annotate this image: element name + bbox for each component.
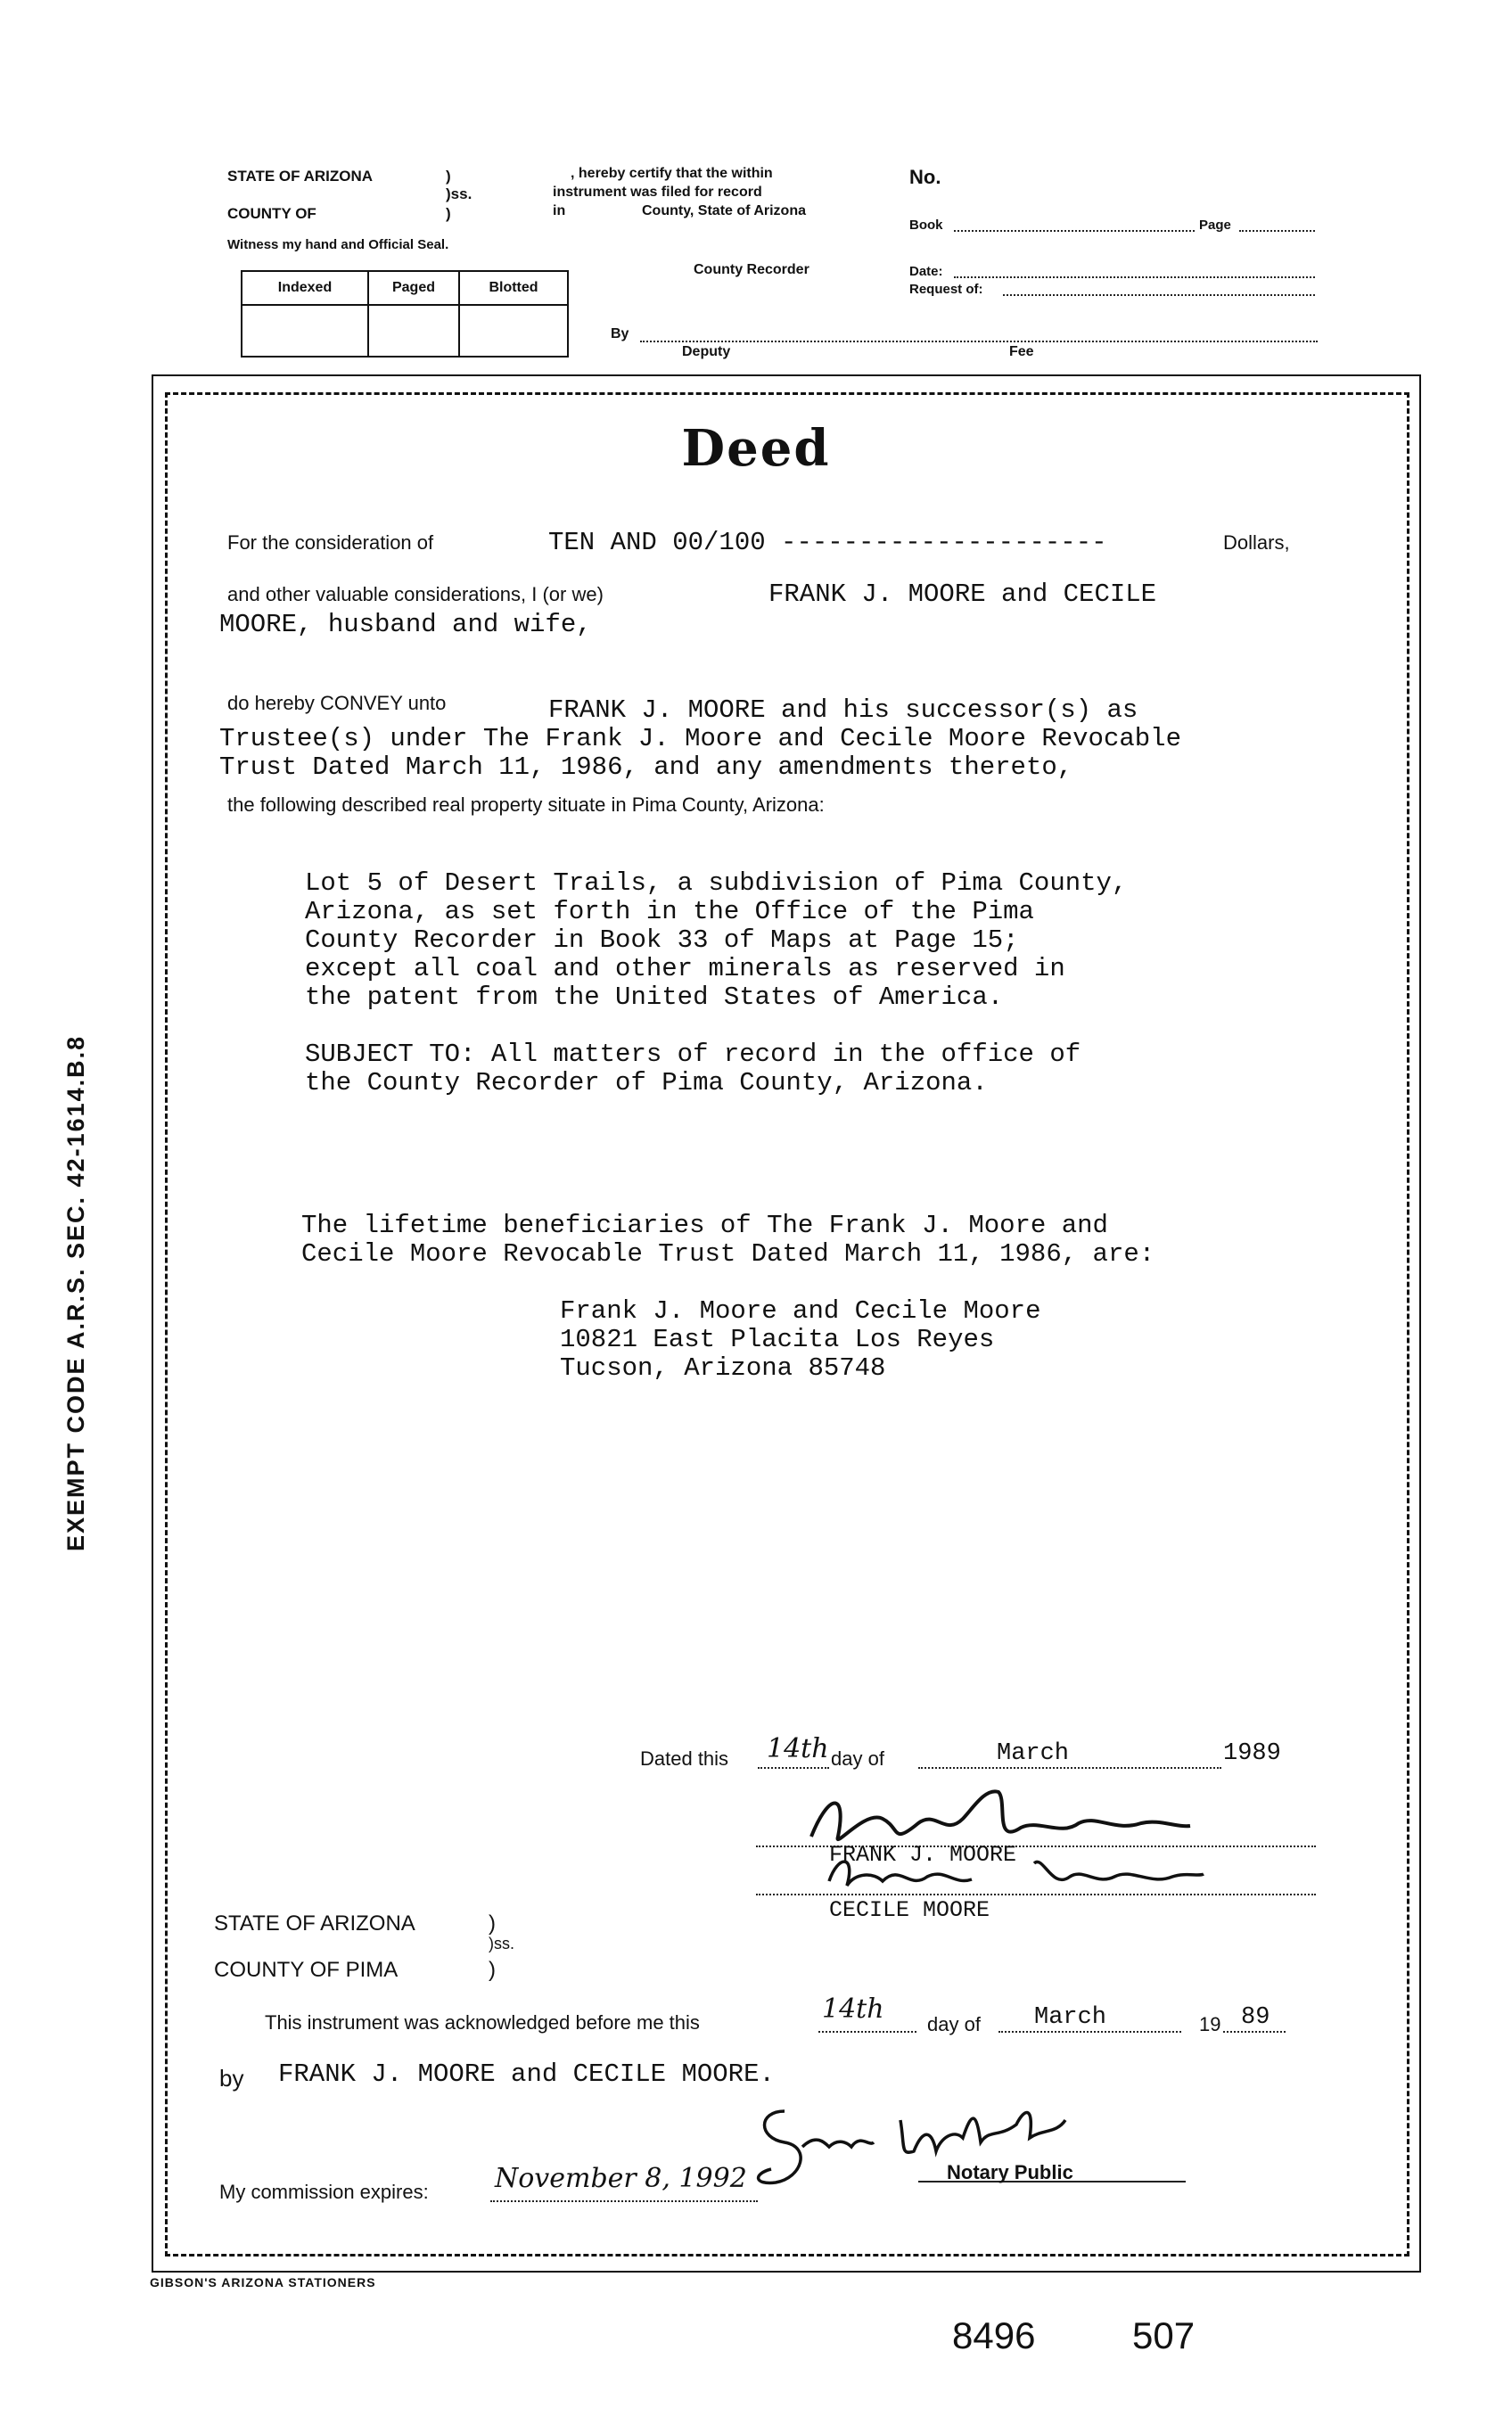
paged-cell	[368, 305, 459, 357]
ack-state-label: STATE OF ARIZONA	[214, 1911, 415, 1936]
legal-line-3: County Recorder in Book 33 of Maps at Page 15;	[305, 925, 1019, 955]
commission-label: My commission expires:	[219, 2181, 429, 2203]
date-label: Date:	[909, 264, 943, 279]
request-label: Request of:	[909, 282, 983, 297]
ack-county-bracket: )	[489, 1958, 496, 1982]
county-recorder-label: County Recorder	[694, 262, 809, 277]
signature-line-2	[756, 1894, 1316, 1895]
by-line	[640, 341, 1318, 342]
ack-county-label: COUNTY OF PIMA	[214, 1958, 399, 1982]
ack-year-suffix: 89	[1241, 2004, 1270, 2031]
other-considerations-prefix: and other valuable considerations, I (or we)	[227, 583, 604, 605]
county-label: COUNTY OF	[227, 205, 316, 222]
commission-line	[490, 2200, 758, 2202]
legal-line-4: except all coal and other minerals as reserved in	[305, 954, 1065, 983]
address-line-2: 10821 East Placita Los Reyes	[560, 1325, 995, 1354]
deputy-label: Deputy	[682, 344, 731, 359]
dated-day-line	[758, 1767, 829, 1769]
grantors-line-1: FRANK J. MOORE and CECILE	[768, 580, 1157, 609]
ack-by-prefix: by	[219, 2065, 244, 2092]
dollars-label: Dollars,	[1223, 531, 1290, 554]
dated-month-line	[918, 1767, 1221, 1769]
dated-prefix: Dated this	[640, 1747, 729, 1770]
indexed-cell	[242, 305, 368, 357]
grantee-line-1: FRANK J. MOORE and his successor(s) as	[548, 695, 1138, 725]
grantors-line-2: MOORE, husband and wife,	[219, 610, 592, 639]
legal-line-5: the patent from the United States of America.	[305, 982, 1004, 1012]
ack-ss-label: )ss.	[489, 1935, 514, 1952]
consideration-prefix: For the consideration of	[227, 531, 434, 554]
notary-public-label: Notary Public	[947, 2161, 1073, 2183]
printer-name: GIBSON'S ARIZONA STATIONERS	[150, 2275, 376, 2289]
grantee-line-2: Trustee(s) under The Frank J. Moore and Cecile Moore Revocable	[219, 724, 1181, 753]
address-line-3: Tucson, Arizona 85748	[560, 1353, 886, 1383]
certify-line-2: instrument was filed for record	[553, 185, 762, 200]
convey-prefix: do hereby CONVEY unto	[227, 692, 447, 714]
page-label: Page	[1199, 218, 1231, 233]
deed-title: Deed	[681, 419, 831, 478]
beneficiary-line-1: The lifetime beneficiaries of The Frank J. Moore and	[301, 1211, 1108, 1240]
ack-year-prefix: 19	[1199, 2013, 1221, 2035]
indexed-header: Indexed	[242, 271, 368, 305]
address-line-1: Frank J. Moore and Cecile Moore	[560, 1296, 1041, 1326]
dated-year-value: 1989	[1223, 1740, 1281, 1767]
ss-label: )ss.	[446, 185, 472, 202]
witness-line: Witness my hand and Official Seal.	[227, 237, 449, 252]
fee-label: Fee	[1009, 344, 1034, 359]
ack-prefix: This instrument was acknowledged before me this	[265, 2011, 700, 2034]
certify-line-3-in: in	[553, 203, 566, 218]
grantor-2-name: CECILE MOORE	[829, 1897, 990, 1923]
doc-number-left: 8496	[952, 2314, 1036, 2356]
legal-line-2: Arizona, as set forth in the Office of the Pima	[305, 897, 1034, 926]
ack-month-line	[998, 2031, 1181, 2033]
index-table	[241, 270, 569, 358]
ack-state-bracket: )	[489, 1911, 496, 1936]
ack-month-value: March	[1034, 2004, 1107, 2031]
by-label: By	[611, 326, 629, 341]
state-label: STATE OF ARIZONA	[227, 168, 374, 185]
ack-year-line	[1223, 2031, 1286, 2033]
exempt-code-side-text: EXEMPT CODE A.R.S. SEC. 42-1614.B.8	[62, 1034, 89, 1551]
blotted-cell	[459, 305, 568, 357]
legal-line-1: Lot 5 of Desert Trails, a subdivision of Pima County,	[305, 868, 1128, 898]
certify-line-1: , hereby certify that the within	[571, 166, 773, 181]
doc-number-right: 507	[1132, 2314, 1196, 2356]
subject-line-1: SUBJECT TO: All matters of record in the office of	[305, 1040, 1081, 1069]
county-bracket: )	[446, 205, 451, 222]
paged-header: Paged	[368, 271, 459, 305]
beneficiary-line-2: Cecile Moore Revocable Trust Dated March 11, 1986, are:	[301, 1239, 1155, 1269]
state-bracket: )	[446, 168, 451, 185]
request-line	[1003, 294, 1315, 296]
page-line	[1239, 230, 1315, 232]
book-label: Book	[909, 218, 943, 233]
property-intro: the following described real property situate in Pima County, Arizona:	[227, 793, 825, 816]
grantee-line-3: Trust Dated March 11, 1986, and any amendments thereto,	[219, 752, 1073, 782]
subject-line-2: the County Recorder of Pima County, Arizona.	[305, 1068, 988, 1097]
dated-day-of: day of	[831, 1747, 884, 1770]
ack-day-line	[818, 2031, 916, 2033]
blotted-header: Blotted	[459, 271, 568, 305]
ack-by-names: FRANK J. MOORE and CECILE MOORE.	[278, 2059, 775, 2089]
dated-day-value: 14th	[767, 1733, 829, 1764]
date-line	[954, 276, 1315, 278]
commission-date: November 8, 1992	[495, 2163, 747, 2194]
grantor-1-name: FRANK J. MOORE	[829, 1842, 1017, 1868]
consideration-amount: TEN AND 00/100 ---------------------	[548, 528, 1107, 557]
book-line	[954, 230, 1195, 232]
certify-line-3: County, State of Arizona	[642, 203, 806, 218]
ack-day-of: day of	[927, 2013, 981, 2035]
dated-month-value: March	[997, 1740, 1070, 1767]
ack-day-value: 14th	[822, 1993, 884, 2025]
no-label: No.	[909, 166, 941, 188]
